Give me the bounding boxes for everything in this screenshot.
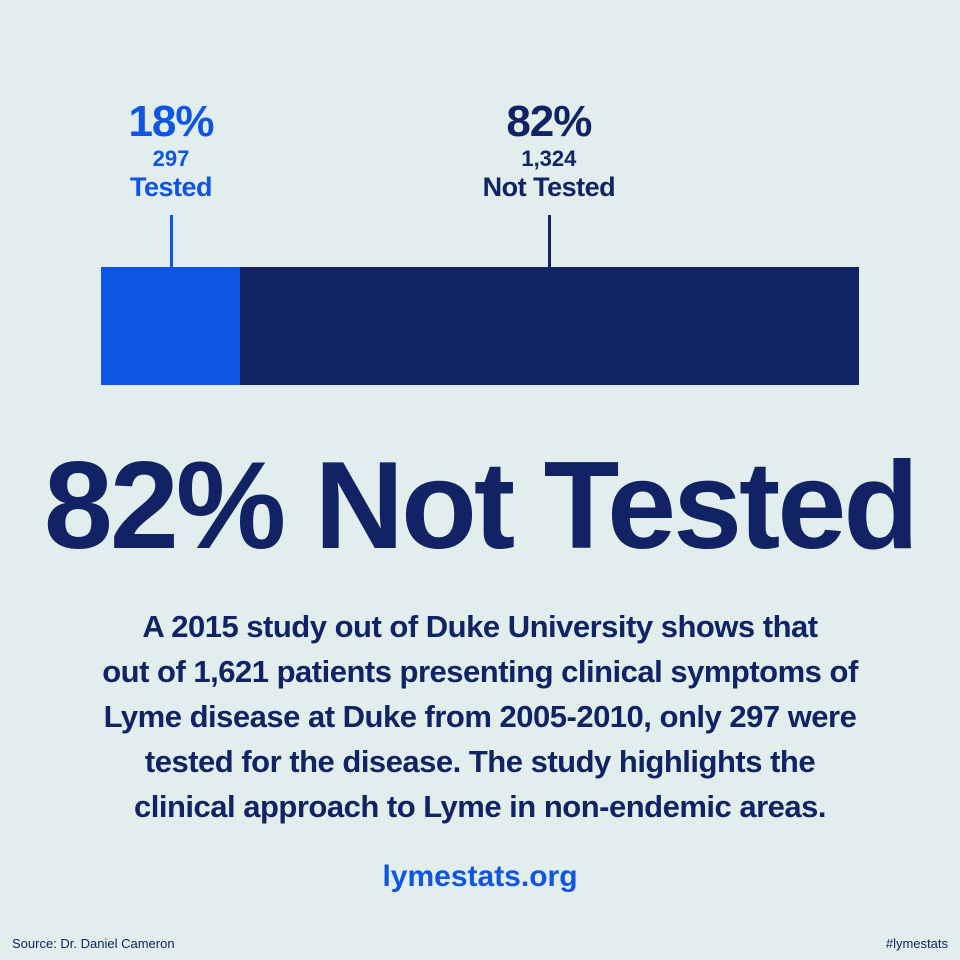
category-label: Tested xyxy=(129,172,213,202)
body-line: A 2015 study out of Duke University shows that xyxy=(142,609,818,644)
bar-segment-tested xyxy=(101,267,240,385)
leader-line-not-tested xyxy=(548,215,551,267)
count-label: 1,324 xyxy=(521,146,577,171)
body-paragraph xyxy=(40,604,920,829)
category-label: Not Tested xyxy=(482,172,616,202)
segment-label-not-tested xyxy=(482,97,616,202)
headline: 82% Not Tested xyxy=(43,437,917,575)
hashtag: #lymestats xyxy=(885,936,948,951)
body-line: Lyme disease at Duke from 2005-2010, only 297 were xyxy=(103,699,857,734)
body-line: clinical approach to Lyme in non-endemic areas. xyxy=(134,789,826,824)
percent-label: 82% xyxy=(506,97,592,146)
leader-line-tested xyxy=(170,215,173,267)
source-credit: Source: Dr. Daniel Cameron xyxy=(12,936,175,951)
body-line: tested for the disease. The study highlights the xyxy=(144,744,816,779)
percent-label: 18% xyxy=(128,97,214,146)
segment-label-tested xyxy=(128,97,214,202)
bar-segment-not-tested xyxy=(240,267,859,385)
body-line: out of 1,621 patients presenting clinical symptoms of xyxy=(102,654,858,689)
website-link[interactable]: lymestats.org xyxy=(382,860,578,893)
count-label: 297 xyxy=(152,146,190,171)
